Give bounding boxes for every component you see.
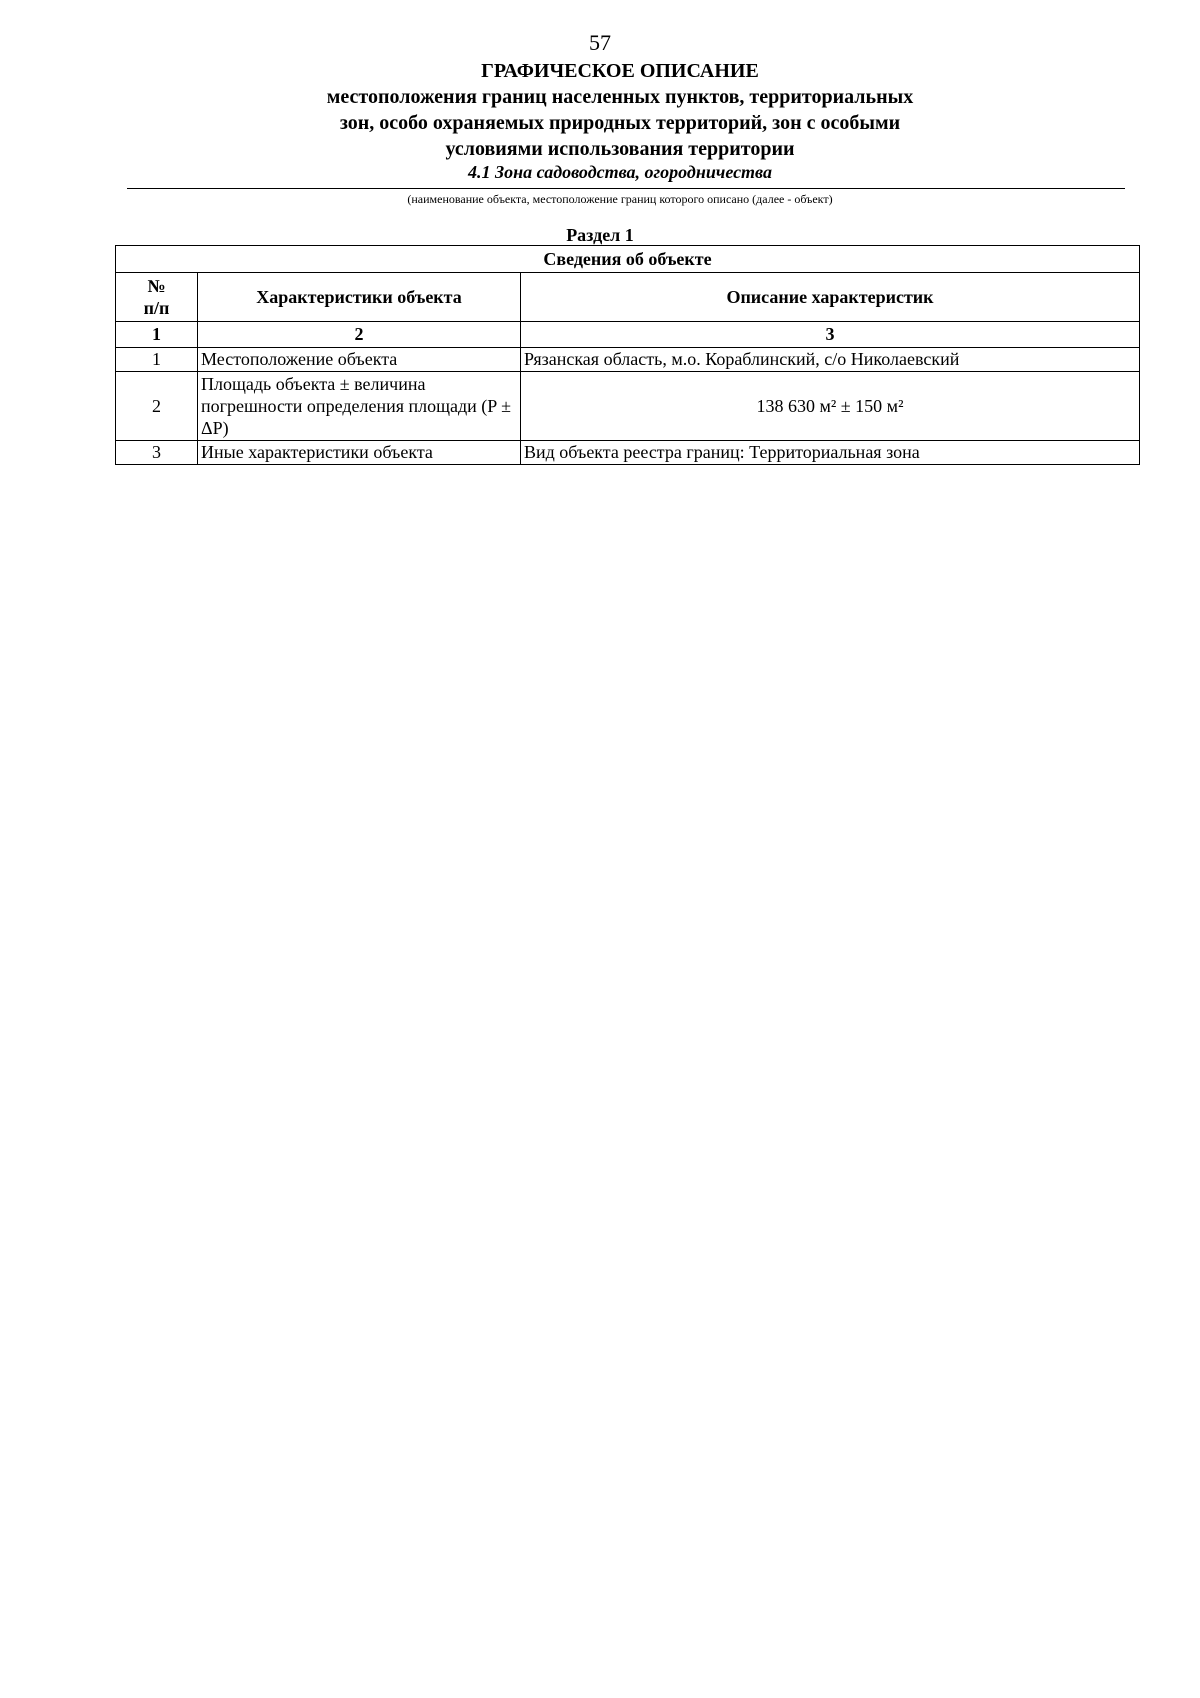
object-info-table	[115, 245, 1140, 465]
title-line-2: местоположения границ населенных пунктов, территориальных	[326, 86, 914, 108]
header-num: № п/п	[116, 273, 198, 322]
header-characteristic: Характеристики объекта	[198, 273, 521, 322]
title-line-1: ГРАФИЧЕСКОЕ ОПИСАНИЕ	[481, 60, 759, 82]
header-description: Описание характеристик	[521, 273, 1140, 322]
table-row	[116, 372, 1140, 441]
table-banner-row	[116, 246, 1140, 273]
title-line-4: условиями использования территории	[445, 138, 795, 160]
row-description: Рязанская область, м.о. Кораблинский, с/о Николаевский	[521, 348, 1140, 372]
object-name: 4.1 Зона садоводства, огородничества	[468, 162, 772, 182]
row-description: Вид объекта реестра границ: Территориальная зона	[521, 441, 1140, 465]
row-num: 3	[116, 441, 198, 465]
table-banner: Сведения об объекте	[116, 246, 1140, 273]
row-characteristic: Местоположение объекта	[198, 348, 521, 372]
title-line-3: зон, особо охраняемых природных территорий, зон с особыми	[339, 112, 901, 134]
row-num: 2	[116, 372, 198, 441]
column-number: 3	[521, 322, 1140, 348]
column-number: 2	[198, 322, 521, 348]
section-title: Раздел 1	[566, 225, 634, 245]
table-row	[116, 441, 1140, 465]
row-num: 1	[116, 348, 198, 372]
object-name-caption: (наименование объекта, местоположение границ которого описано (далее - объект)	[407, 192, 833, 206]
object-name-underline	[127, 188, 1125, 189]
page-number: 57	[589, 30, 611, 55]
table-row	[116, 348, 1140, 372]
table-header-row	[116, 273, 1140, 322]
row-characteristic: Площадь объекта ± величина погрешности определения площади (P ± ΔP)	[198, 372, 521, 441]
row-characteristic: Иные характеристики объекта	[198, 441, 521, 465]
row-description: 138 630 м² ± 150 м²	[521, 372, 1140, 441]
column-number: 1	[116, 322, 198, 348]
column-number-row	[116, 322, 1140, 348]
document-title	[120, 58, 1120, 162]
